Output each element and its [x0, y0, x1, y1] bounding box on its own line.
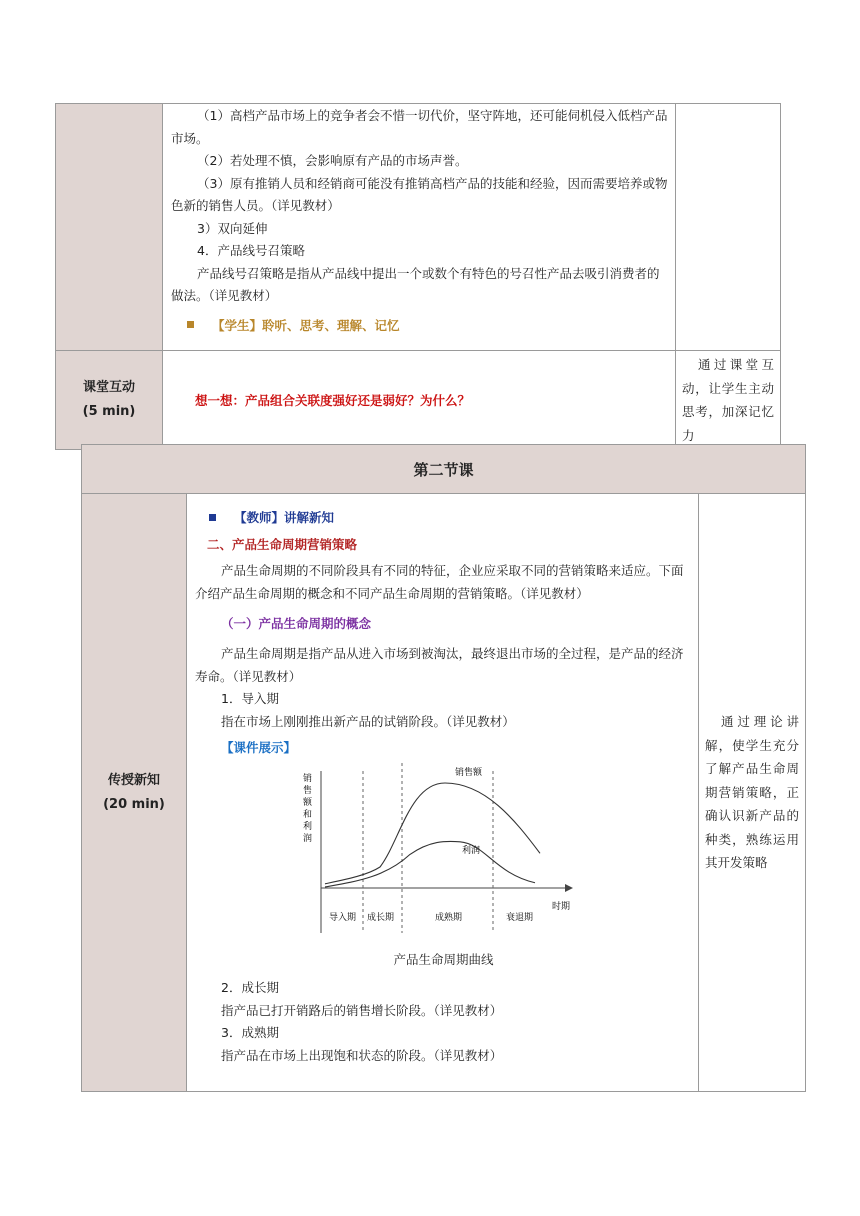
stage1-desc: 指在市场上刚刚推出新产品的试销阶段。（详见教材） — [221, 713, 515, 729]
chart-caption: 产品生命周期曲线 — [393, 952, 494, 967]
stage3-title: 3．成熟期 — [221, 1025, 279, 1040]
subheading: （一）产品生命周期的概念 — [221, 616, 372, 631]
square-bullet-icon — [187, 321, 194, 328]
block1-line-2: （2）若处理不慎，会影响原有产品的市场声誉。 — [197, 153, 468, 168]
table-section2 — [81, 444, 806, 1092]
note-cell-empty — [676, 104, 781, 351]
label-cell-empty — [56, 104, 163, 351]
lifecycle-chart — [195, 763, 693, 943]
stage1-title: 1．导入期 — [221, 691, 279, 706]
student-activity-text: 【学生】聆听、思考、理解、记忆 — [212, 317, 400, 333]
interaction-label-line2: (5 min) — [82, 404, 136, 419]
y-axis-label-char: 售 — [303, 786, 313, 796]
content-cell — [163, 104, 676, 351]
interaction-note: 通过课堂互动，让学生主动思考，加深记忆力 — [676, 351, 781, 450]
block1-line-1: （1）高档产品市场上的竞争者会不惜一切代价，坚守阵地，还可能伺机侵入低档产品市场。 — [171, 108, 668, 146]
table-row — [82, 445, 806, 494]
section-header: 第二节课 — [82, 445, 806, 494]
block1-line-6: 产品线号召策略是指从产品线中提出一个或数个有特色的号召性产品去吸引消费者的做法。（详见教材） — [171, 265, 660, 303]
stage3-desc: 指产品在市场上出现饱和状态的阶段。（详见教材） — [221, 1047, 503, 1063]
stage-label: 成熟期 — [435, 913, 463, 923]
profit-curve — [325, 841, 535, 887]
stage2-title: 2．成长期 — [221, 980, 279, 995]
courseware-label: 【课件展示】 — [221, 740, 297, 755]
interaction-label — [56, 351, 163, 450]
block1-line-5: 4．产品线号召策略 — [197, 243, 305, 258]
y-axis-label-char: 销 — [303, 774, 313, 784]
stage-label: 衰退期 — [506, 913, 534, 923]
square-bullet-icon — [209, 514, 216, 521]
sales-curve — [325, 783, 540, 884]
y-axis-label-char: 利 — [303, 822, 313, 832]
section-intro: 产品生命周期的不同阶段具有不同的特征，企业应采取不同的营销策略来适应。下面介绍产品生命周期的概念和不同产品生命周期的营销策略。（详见教材） — [195, 563, 684, 601]
teach-label-line1: 传授新知 — [107, 772, 160, 788]
series-label-profit: 利润 — [462, 846, 481, 856]
teach-label — [82, 494, 187, 1092]
block1-line-3: （3）原有推销人员和经销商可能没有推销高档产品的技能和经验，因而需要培养或物色新的销售人员。（详见教材） — [171, 175, 668, 213]
table-row — [56, 351, 781, 450]
teacher-activity — [195, 508, 692, 526]
x-axis-arrow-icon — [565, 884, 573, 892]
y-axis-label-char: 和 — [303, 810, 313, 820]
teach-note: 通过理论讲解，使学生充分了解产品生命周期营销策略，正确认识新产品的种类，熟练运用其开发策略 — [699, 494, 806, 1092]
y-axis-label-char: 润 — [303, 834, 313, 844]
teach-content — [187, 494, 699, 1092]
section-heading: 二、产品生命周期营销策略 — [207, 537, 358, 552]
interaction-content — [163, 351, 676, 450]
definition: 产品生命周期是指产品从进入市场到被淘汰，最终退出市场的全过程，是产品的经济寿命。（详见教材） — [195, 646, 684, 684]
x-axis-label: 时期 — [552, 902, 571, 912]
stage-label: 导入期 — [329, 913, 357, 923]
block1-line-4: 3）双向延伸 — [197, 220, 268, 236]
stage2-desc: 指产品已打开销路后的销售增长阶段。（详见教材） — [221, 1002, 503, 1018]
teach-label-line2: (20 min) — [103, 796, 165, 812]
student-activity — [171, 316, 669, 334]
interaction-label-line1: 课堂互动 — [82, 380, 135, 395]
table-row — [56, 104, 781, 351]
interaction-question: 想一想：产品组合关联度强好还是弱好？为什么？ — [195, 393, 471, 408]
table-top — [55, 103, 781, 450]
series-label-sales: 销售额 — [455, 768, 483, 778]
y-axis-label — [303, 772, 313, 844]
table-row — [82, 494, 806, 1092]
y-axis-label-char: 额 — [303, 798, 313, 808]
stage-label: 成长期 — [367, 913, 395, 923]
teacher-activity-text: 【教师】讲解新知 — [234, 510, 335, 525]
